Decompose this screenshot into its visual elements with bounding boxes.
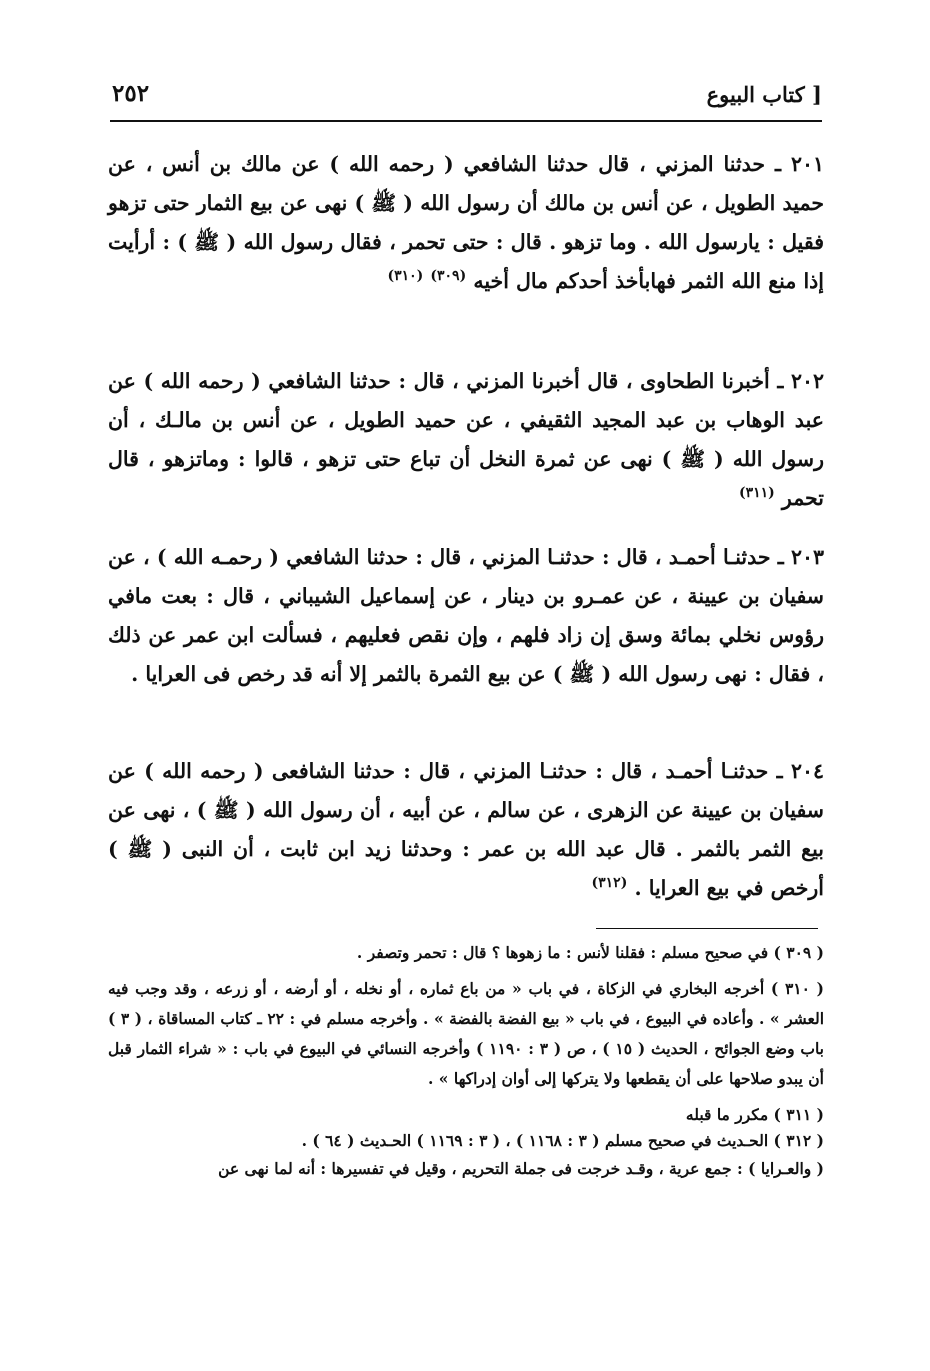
footnote-ref: (٣١٢) [591, 875, 628, 892]
hadith-202 [108, 362, 824, 518]
footnote-310: ( ٣١٠ ) أخرجه البخاري في الزكاة ، في باب « من باع ثماره ، أو نخله ، أو أرضه ، أو زرعه ، وقد وجب فيه العشر » . وأعاده في البيوع ، في باب « بيع الفضة بالفضة » . وأخرجه مسلم في : ٢٢ ـ كتاب المساقاة ، ( ٣ ) باب وضع الجوائح ، الحديث ( ١٥ ) ، ص ( ٣ : ١١٩٠ ) وأخرجه النسائي في البيوع في باب : « شراء الثمار قبل أن يبدو صلاحها على أن يقطعها ولا يتركها إلى أوان إدراكها » . [108, 979, 824, 1088]
footnote-ref: (٣١٠) [387, 268, 424, 285]
header-divider [110, 120, 822, 122]
page-number: ٢٥٢ [112, 80, 150, 107]
hadith-number: ٢٠٢ ـ [777, 369, 824, 393]
hadith-203 [108, 538, 824, 694]
hadith-number: ٢٠١ ـ [775, 152, 824, 176]
footnote-309: ( ٣٠٩ ) في صحيح مسلم : فقلنا لأنس : ما زهوها ؟ قال : تحمر وتصفر . [356, 943, 824, 962]
book-title: [ كتاب البيوع [706, 82, 822, 107]
hadith-text: حدثنـا أحمـد ، قال : حدثنـا المزني ، قال : حدثنا الشافعي ( رحمـه الله ) ، عن سفيان بن عيينة ، عن عمـرو بن دينار ، عن إسماعيل الشيباني ، قال : بعت مافي رؤوس نخلي بمائة وسق إن زاد فلهم ، وإن نقص فعليهم ، فسألت ابن عمر عن ذلك ، فقال : نهى رسول الله ( ﷺ ) عن بيع الثمرة بالثمر إلا أنه قد رخص فى العرايا . [108, 545, 824, 686]
hadith-number: ٢٠٣ ـ [777, 545, 824, 569]
hadith-201 [108, 145, 824, 301]
footnotes-divider [596, 928, 818, 929]
footnote-311: ( ٣١١ ) مكرر ما قبله [685, 1105, 824, 1124]
footnote-312: ( ٣١٢ ) الحـديث في صحيح مسلم ( ٣ : ١١٦٨ ) ، ( ٣ : ١١٦٩ ) الحـديث ( ٦٤ ) . [301, 1131, 824, 1150]
footnotes [108, 938, 824, 1190]
page-header [112, 78, 822, 114]
hadith-text: حدثنـا أحمـد ، قال : حدثنـا المزني ، قال : حدثنا الشافعى ( رحمه الله ) عن سفيان بن عيينة عن الزهرى ، عن سالم ، عن أبيه ، أن رسول الله ( ﷺ ) ، نهى عن بيع الثمر بالثمر . قال عبد الله بن عمر : وحدثنا زيد ابن ثابت ، أن النبى ( ﷺ ) أرخص في بيع العرايا . [108, 759, 824, 900]
hadith-204 [108, 752, 824, 908]
hadith-text: أخبرنا الطحاوى ، قال أخبرنا المزني ، قال : حدثنا الشافعي ( رحمه الله ) عن عبد الوهاب بن عبد المجيد الثقيفي ، عن حميد الطويل ، عن أنس بن مالـك ، أن رسول الله ( ﷺ ) نهى عن ثمرة النخل أن تباع حتى تزهو ، قالوا : وماتزهو ، قال تحمر [108, 369, 824, 510]
footnote-ref: (٣٠٩) [430, 268, 467, 285]
footnote-ref: (٣١١) [738, 485, 775, 502]
hadith-text: حدثنا المزني ، قال حدثنا الشافعي ( رحمه الله ) عن مالك بن أنس ، عن حميد الطويل ، عن أنس بن مالك أن رسول الله ( ﷺ ) نهى عن بيع الثمار حتى تزهو فقيل : يارسول الله . وما تزهو . قال : حتى تحمر ، فقال رسول الله ( ﷺ ) : أرأيت إذا منع الله الثمر فهابأخذ أحدكم مال أخيه [108, 152, 824, 293]
footnote-araya: ( والعـرايا ) : جمع عرية ، وقـد خرجت فى جملة التحريم ، وقيل في تفسيرها : أنه لما نهى عن [218, 1159, 824, 1178]
hadith-number: ٢٠٤ ـ [776, 759, 824, 783]
